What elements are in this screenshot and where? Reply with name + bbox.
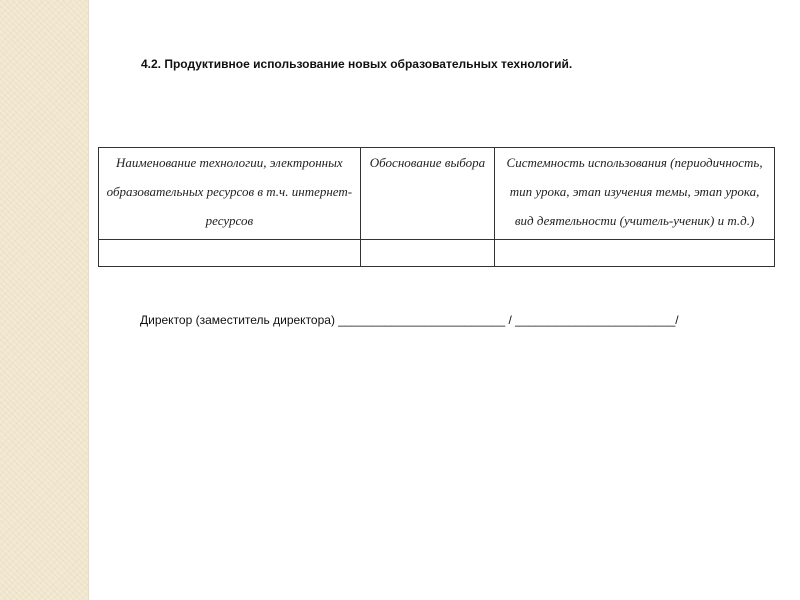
table-cell[interactable] — [360, 240, 494, 267]
table-cell[interactable] — [99, 240, 361, 267]
table-row — [99, 240, 775, 267]
header-usage-system: Системность использования (периодичность, тип урока, этап изучения темы, этап урока, вид деятельности (учитель-ученик) и т.д.) — [495, 148, 775, 240]
header-technology-name: Наименование технологии, электронных образовательных ресурсов в т.ч. интернет-ресурсов — [99, 148, 361, 240]
table-header-row — [99, 148, 775, 240]
director-signature-line: Директор (заместитель директора) _________________________ / ________________________/ — [140, 313, 679, 327]
header-choice-rationale: Обоснование выбора — [360, 148, 494, 240]
section-title: 4.2. Продуктивное использование новых образовательных технологий. — [141, 57, 573, 71]
technology-table — [98, 147, 775, 267]
table-cell[interactable] — [495, 240, 775, 267]
decorative-side-strip — [0, 0, 89, 600]
